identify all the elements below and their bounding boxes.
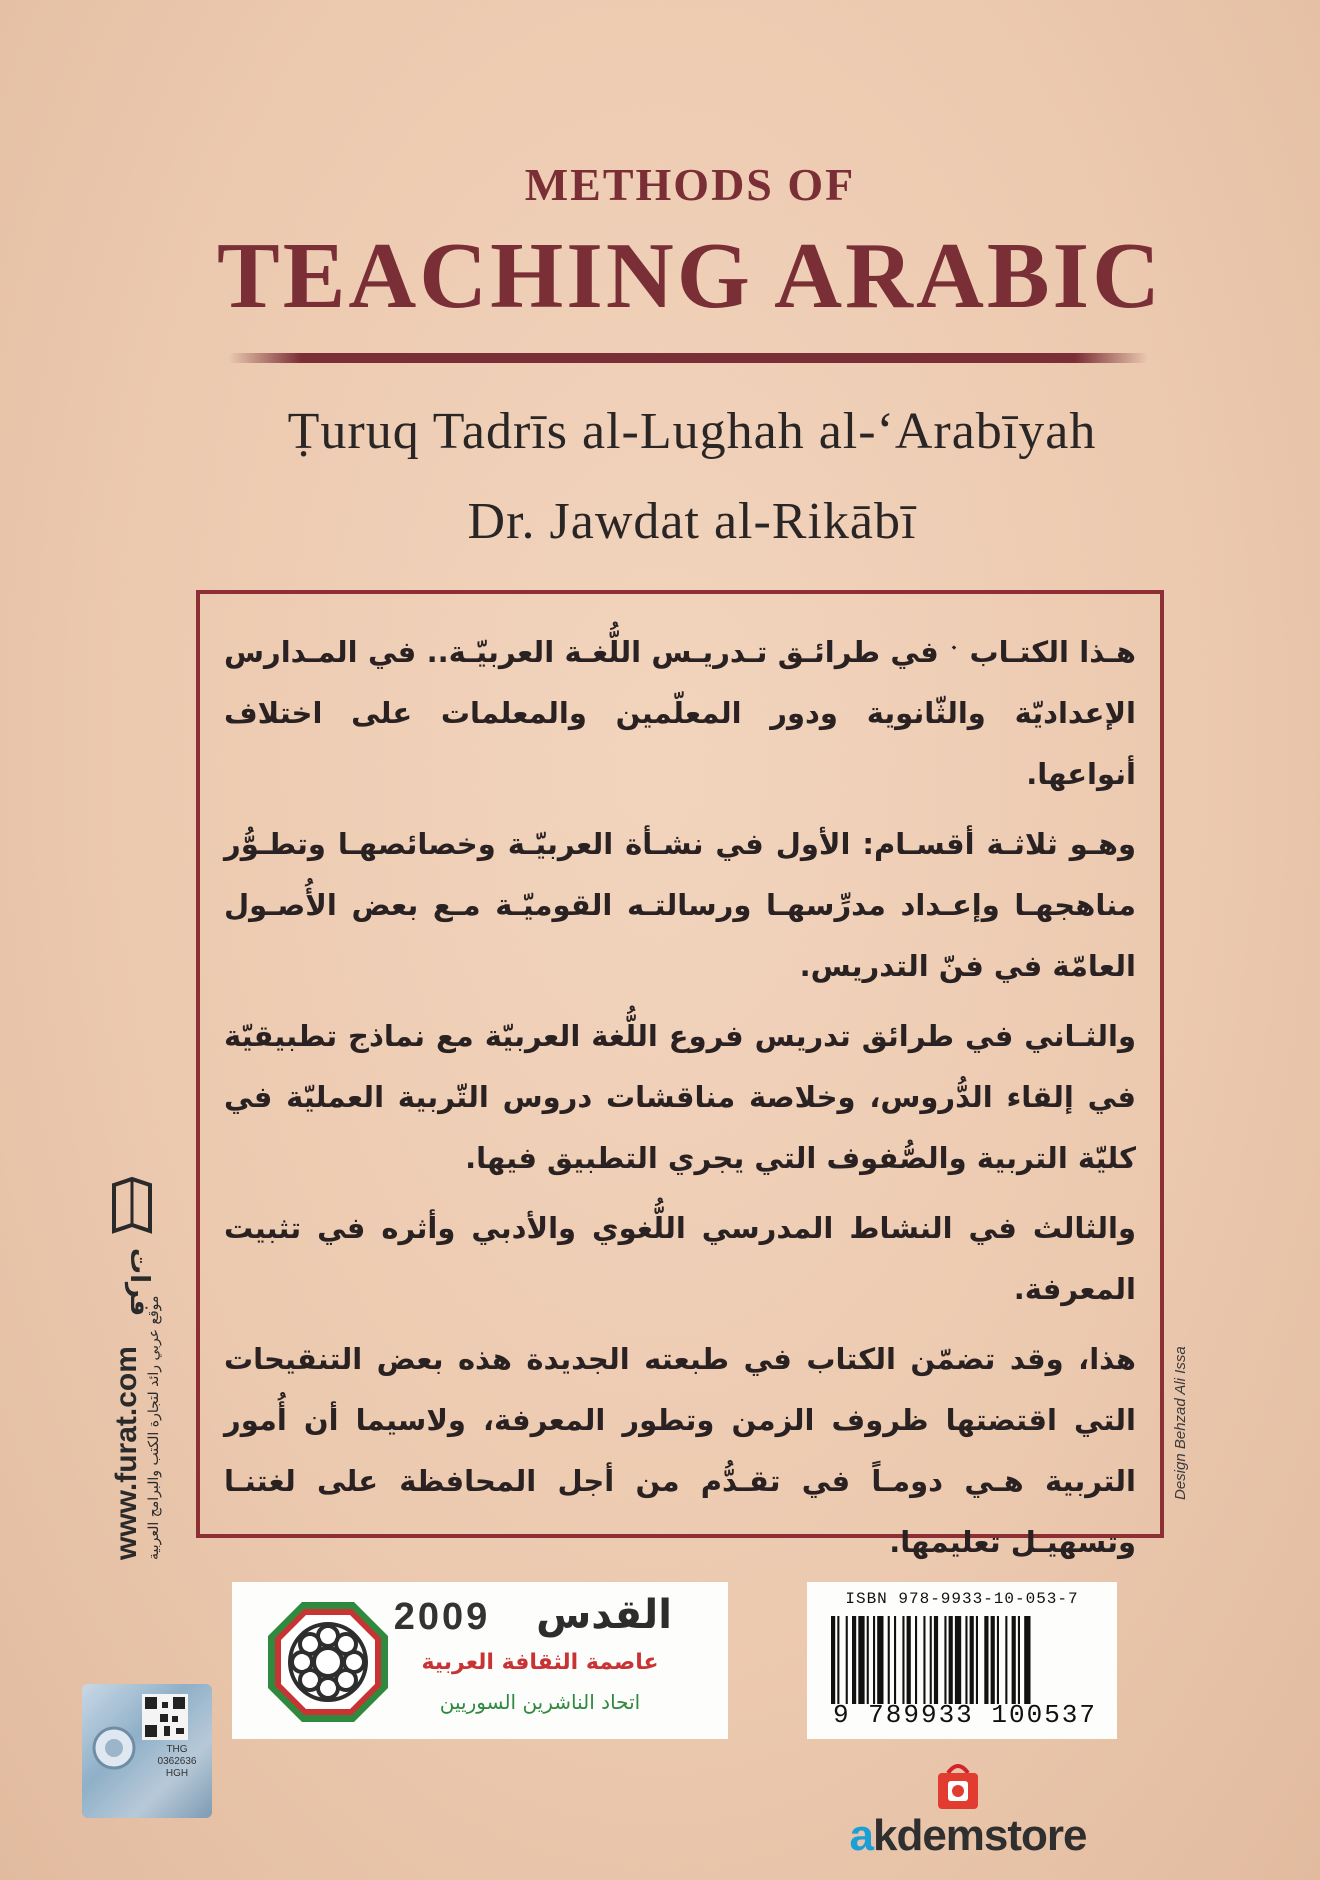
shopping-bag-icon <box>930 1757 986 1813</box>
barcode-icon <box>827 1616 1097 1704</box>
barcode-digits: 9 789933 100537 <box>832 1700 1098 1730</box>
description-frame <box>196 590 1164 1559</box>
description-paragraph-3: والثـاني في طرائق تدريس فروع اللُّغة العربيّة مع نماذج تطبيقيّة في إلقاء الدُّروس، وخلاصة مناقشات دروس التّربية العمليّة في كليّة التربية والصُّفوف التي يجري التطبيق فيها. <box>224 1019 1136 1175</box>
qr-code-icon <box>142 1694 188 1740</box>
logo-year: 2009 <box>393 1596 491 1638</box>
description-paragraph-5: هذا، وقد تضمّن الكتاب في طبعته الجديدة هذه بعض التنقيحات التي اقتضتها ظروف الزمن وتطور المعرفة، ولاسيما أن أُمور التربية هـي دومـاً في تقـدُّم من أجل المحافظة على لغتنـا وتسهيـل تعليمها. <box>224 1342 1136 1559</box>
logo-city: القدس <box>536 1592 672 1638</box>
sticker-code: THG 0362636 HGH <box>157 1744 197 1779</box>
store-watermark <box>838 1757 1098 1875</box>
isbn-number: ISBN 978-9933-10-053-7 <box>845 1590 1079 1608</box>
store-name <box>838 1811 1098 1861</box>
description-paragraph-2: وهـو ثلاثـة أقسـام: الأول في نشـأة العربيّـة وخصائصهـا وتطـوُّر مناهجهـا وإعـداد مدرِّسهـا ورسالتـه القوميّـة مـع بعض الأُصـول العامّة في فنّ التدريس. <box>224 827 1136 983</box>
description-paragraph-4: والثالث في النشاط المدرسي اللُّغوي والأدبي وأثره في تثبيت المعرفة. <box>224 1211 1136 1306</box>
barcode-panel <box>807 1582 1117 1739</box>
jerusalem-capital-logo <box>232 1582 728 1739</box>
book-logo-icon <box>108 1175 156 1237</box>
hologram-seal-icon <box>92 1726 136 1770</box>
store-name-rest: kdemstore <box>872 1811 1087 1860</box>
transliterated-subtitle: Ṭuruq Tadrīs al-Lughah al-ʻArabīyah <box>287 403 1097 460</box>
description-text <box>224 622 1136 1582</box>
publisher-tagline: موقع عربي رائد لتجارة الكتب والبرامج العربية <box>146 1295 162 1560</box>
store-name-prefix: a <box>849 1811 873 1860</box>
logo-union-text: اتحاد الناشرين السوريين <box>439 1690 641 1714</box>
hologram-sticker <box>82 1684 212 1818</box>
title-line-2: TEACHING ARABIC <box>217 224 1163 328</box>
logo-capital-text: عاصمة الثقافة العربية <box>421 1650 659 1675</box>
designer-credit: Design Behzad Ali Issa <box>1172 1346 1189 1500</box>
title-line-1: METHODS OF <box>524 159 856 210</box>
description-paragraph-1: هـذا الكتـاب ﮲ في طرائـق تـدريـس اللُّغـة العربيّـة.. في المـدارس الإعداديّة والثّانوية ودور المعلّمين والمعلمات على اختلاف أنواعها. <box>224 635 1136 791</box>
publisher-brand-arabic: فرات <box>124 1248 154 1317</box>
octagon-emblem-icon <box>266 1600 390 1724</box>
publisher-website[interactable]: www.furat.com <box>110 1346 143 1560</box>
author-name: Dr. Jawdat al-Rikābī <box>467 493 917 550</box>
title-divider <box>228 353 1148 363</box>
